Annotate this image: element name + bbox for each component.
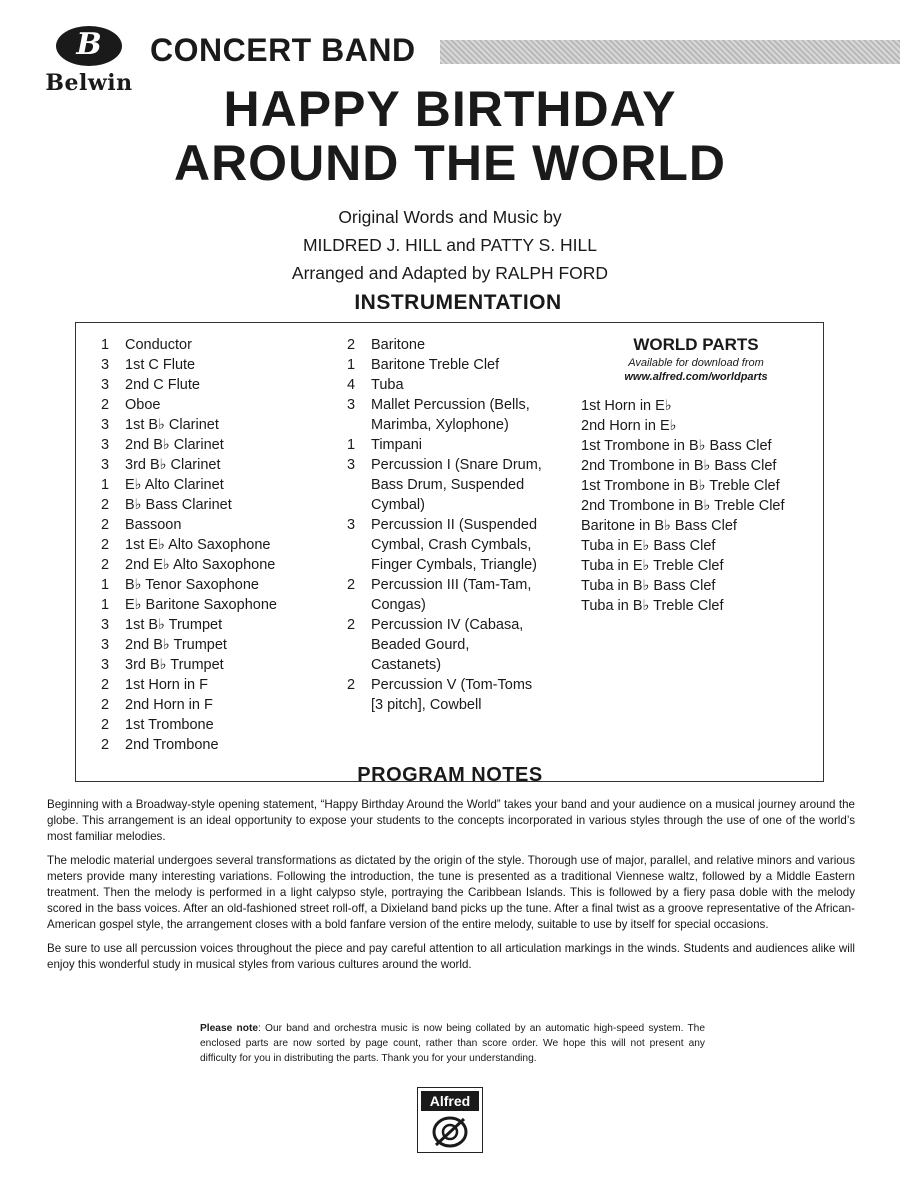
instrument-name: Percussion V (Tom-Toms xyxy=(371,677,533,693)
instrument-quantity xyxy=(347,495,371,515)
instrument-quantity xyxy=(347,475,371,495)
instrument-quantity: 3 xyxy=(101,457,110,473)
instrument-quantity: 2 xyxy=(101,497,110,513)
world-part-item: 1st Trombone in B♭ Bass Clef xyxy=(581,438,772,454)
instrument-quantity: 3 xyxy=(101,357,110,373)
instrument-row xyxy=(101,355,277,375)
instrument-quantity: 3 xyxy=(101,617,110,633)
instrument-row xyxy=(347,595,542,615)
instrument-row xyxy=(347,375,542,395)
please-note-label: Please note xyxy=(200,1023,259,1034)
instrument-name: Cymbal) xyxy=(371,497,425,513)
instrument-row xyxy=(347,435,542,455)
instrument-quantity: 3 xyxy=(101,637,110,653)
instrument-row xyxy=(101,415,277,435)
world-part-item: 1st Trombone in B♭ Treble Clef xyxy=(581,478,780,494)
world-part-item: Tuba in B♭ Bass Clef xyxy=(581,578,716,594)
instrument-quantity: 2 xyxy=(101,517,110,533)
world-parts-title: WORLD PARTS xyxy=(633,335,759,354)
instrument-quantity xyxy=(347,535,371,555)
program-notes-paragraph-2: The melodic material undergoes several transformations as dictated by the origin of the style. Thorough use of major, parallel, and relative minors and various meters provide many interesting variations. Following the introduction, the tune is presented as a traditional Viennese waltz, followed by a Middle Eastern treatment. Then the melody is performed in a light calypso style, portraying the Caribbean Islands. This is followed by a fiery pasa doble with the melody scored in the bass voices. After an old-fashioned street roll-off, a Dixieland band picks up the tune. After a final twist as a groove representative of the African-American gospel style, the arrangement closes with a bold fanfare version of the entire melody, suitable to use by itself for special occasions. xyxy=(47,854,855,931)
instrument-row xyxy=(101,635,277,655)
instrument-name: Bass Drum, Suspended xyxy=(371,477,525,493)
instrument-name: B♭ Tenor Saxophone xyxy=(125,577,259,593)
instrument-quantity: 1 xyxy=(101,597,110,613)
instrument-row xyxy=(347,675,542,695)
world-part-item: 2nd Trombone in B♭ Treble Clef xyxy=(581,498,785,514)
instrument-name: Castanets) xyxy=(371,657,442,673)
instrument-quantity: 2 xyxy=(347,577,356,593)
instrument-quantity: 3 xyxy=(347,457,356,473)
instrument-row xyxy=(101,535,277,555)
instrument-row xyxy=(101,655,277,675)
credits xyxy=(0,203,900,287)
instrument-name: 2nd Trombone xyxy=(125,737,219,753)
instrument-row xyxy=(101,515,277,535)
instrument-quantity: 3 xyxy=(101,657,110,673)
please-note-text: : Our band and orchestra music is now being collated by an automatic high-speed system. The enclosed parts are now sorted by page count, rather than score order. We hope this will not present any difficulty for you in distributing the parts. Thank you for your understanding. xyxy=(200,1023,706,1064)
instrument-row xyxy=(347,575,542,595)
instrument-name: Baritone xyxy=(371,337,426,353)
instrument-name: Percussion III (Tam-Tam, xyxy=(371,577,532,593)
instrument-row xyxy=(101,575,277,595)
series-label: CONCERT BAND xyxy=(150,32,416,68)
instrument-row xyxy=(101,475,277,495)
series-bar xyxy=(440,40,900,64)
instrument-quantity: 4 xyxy=(347,377,356,393)
instrument-name: E♭ Baritone Saxophone xyxy=(125,597,277,613)
world-part-item: 2nd Trombone in B♭ Bass Clef xyxy=(581,458,777,474)
instrument-quantity: 3 xyxy=(101,437,110,453)
instrument-row xyxy=(101,695,277,715)
instrument-row xyxy=(347,455,542,475)
world-parts xyxy=(581,335,816,616)
instrument-name: 2nd C Flute xyxy=(125,377,200,393)
program-notes xyxy=(47,797,855,981)
instrument-row xyxy=(101,435,277,455)
instrument-name: 1st Trombone xyxy=(125,717,214,733)
instrument-quantity xyxy=(347,695,371,715)
belwin-logo-letter: B xyxy=(76,27,102,62)
instrument-row xyxy=(347,335,542,355)
instrument-row xyxy=(347,395,542,415)
title-line-1: HAPPY BIRTHDAY xyxy=(223,81,677,137)
instrument-quantity: 2 xyxy=(347,617,356,633)
instrument-name: E♭ Alto Clarinet xyxy=(125,477,224,493)
instrument-name: Conductor xyxy=(125,337,192,353)
instrument-quantity: 3 xyxy=(101,417,110,433)
world-part-item: Tuba in E♭ Bass Clef xyxy=(581,538,716,554)
instrument-row xyxy=(347,415,542,435)
instrument-quantity: 1 xyxy=(347,357,356,373)
instrument-row xyxy=(347,535,542,555)
instrument-row xyxy=(101,555,277,575)
instrument-row xyxy=(101,455,277,475)
please-note xyxy=(200,1021,705,1066)
instrument-name: Oboe xyxy=(125,397,161,413)
instrument-row xyxy=(101,675,277,695)
instrument-row xyxy=(101,615,277,635)
instrument-row xyxy=(347,615,542,635)
instrument-quantity: 2 xyxy=(101,737,110,753)
instrument-quantity: 2 xyxy=(347,677,356,693)
instrument-column-2 xyxy=(347,335,542,715)
instrument-row xyxy=(347,555,542,575)
instrument-name: Mallet Percussion (Bells, xyxy=(371,397,530,413)
instrument-name: Percussion IV (Cabasa, xyxy=(371,617,524,633)
instrument-name: Marimba, Xylophone) xyxy=(371,417,509,433)
instrument-quantity xyxy=(347,555,371,575)
instrument-quantity xyxy=(347,595,371,615)
program-notes-heading: PROGRAM NOTES xyxy=(357,764,543,786)
instrument-name: Bassoon xyxy=(125,517,182,533)
world-part-item: Baritone in B♭ Bass Clef xyxy=(581,518,737,534)
instrument-quantity: 2 xyxy=(347,337,356,353)
page-title xyxy=(0,82,900,190)
world-parts-note: Available for download from xyxy=(628,357,764,369)
world-part-item: Tuba in B♭ Treble Clef xyxy=(581,598,724,614)
world-part-item: Tuba in E♭ Treble Clef xyxy=(581,558,724,574)
world-parts-list xyxy=(581,396,816,616)
instrument-quantity: 1 xyxy=(347,437,356,453)
instrument-quantity: 2 xyxy=(101,717,110,733)
instrument-name: 2nd B♭ Clarinet xyxy=(125,437,224,453)
instrument-column-1 xyxy=(101,335,277,755)
credits-line-2: MILDRED J. HILL and PATTY S. HILL xyxy=(302,235,598,255)
belwin-logo-text: Belwin xyxy=(45,70,133,96)
instrument-row xyxy=(101,715,277,735)
program-notes-paragraph-3: Be sure to use all percussion voices throughout the piece and pay careful attention to all articulation markings in the winds. Students and audiences alike will enjoy this wonderful study in musical styles from various cultures around the world. xyxy=(47,942,855,971)
instrument-name: Beaded Gourd, xyxy=(371,637,470,653)
instrument-row xyxy=(347,635,542,655)
world-part-item: 1st Horn in E♭ xyxy=(581,398,672,414)
instrument-quantity xyxy=(347,655,371,675)
instrument-name: [3 pitch], Cowbell xyxy=(371,697,482,713)
instrument-row xyxy=(347,355,542,375)
world-part-item: 2nd Horn in E♭ xyxy=(581,418,677,434)
instrument-quantity: 2 xyxy=(101,677,110,693)
instrument-name: 1st B♭ Trumpet xyxy=(125,617,223,633)
instrument-row xyxy=(101,375,277,395)
instrument-quantity: 1 xyxy=(101,577,110,593)
instrument-row xyxy=(101,395,277,415)
instrument-row xyxy=(101,335,277,355)
world-parts-url[interactable]: www.alfred.com/worldparts xyxy=(624,371,768,383)
program-notes-paragraph-1: Beginning with a Broadway-style opening statement, “Happy Birthday Around the World” takes your band and your audience on a musical journey around the globe. This arrangement is an ideal opportunity to expose your students to the concepts incorporated in various styles through the use of one of the world’s most familiar melodies. xyxy=(47,798,855,843)
instrument-name: Percussion II (Suspended xyxy=(371,517,538,533)
instrument-row xyxy=(347,655,542,675)
title-line-2: AROUND THE WORLD xyxy=(173,135,727,191)
instrument-name: 1st C Flute xyxy=(125,357,196,373)
instrument-name: B♭ Bass Clarinet xyxy=(125,497,232,513)
instrument-row xyxy=(347,495,542,515)
instrument-name: Baritone Treble Clef xyxy=(371,357,500,373)
instrumentation-box xyxy=(75,322,824,782)
instrument-quantity xyxy=(347,415,371,435)
instrument-name: Percussion I (Snare Drum, xyxy=(371,457,542,473)
credits-line-1: Original Words and Music by xyxy=(338,207,562,227)
instrument-name: 3rd B♭ Trumpet xyxy=(125,657,224,673)
alfred-logo-text: Alfred xyxy=(421,1091,479,1111)
instrument-name: 2nd E♭ Alto Saxophone xyxy=(125,557,276,573)
alfred-emblem-icon xyxy=(430,1115,470,1149)
instrument-name: 1st B♭ Clarinet xyxy=(125,417,219,433)
instrument-name: 1st E♭ Alto Saxophone xyxy=(125,537,271,553)
instrument-row xyxy=(347,695,542,715)
instrumentation-heading: INSTRUMENTATION xyxy=(354,291,562,314)
instrument-name: 2nd Horn in F xyxy=(125,697,213,713)
instrument-name: 1st Horn in F xyxy=(125,677,208,693)
alfred-logo xyxy=(417,1087,483,1153)
instrument-quantity: 2 xyxy=(101,537,110,553)
instrument-name: Tuba xyxy=(371,377,404,393)
instrument-name: Finger Cymbals, Triangle) xyxy=(371,557,537,573)
instrument-quantity: 3 xyxy=(347,397,356,413)
instrument-quantity: 2 xyxy=(101,697,110,713)
instrument-row xyxy=(101,595,277,615)
instrument-quantity: 2 xyxy=(101,557,110,573)
instrument-row xyxy=(101,735,277,755)
instrument-row xyxy=(347,515,542,535)
instrument-row xyxy=(347,475,542,495)
instrument-quantity: 2 xyxy=(101,397,110,413)
credits-line-3: Arranged and Adapted by RALPH FORD xyxy=(291,263,609,283)
instrument-name: Congas) xyxy=(371,597,426,613)
instrument-quantity xyxy=(347,635,371,655)
instrument-quantity: 3 xyxy=(101,377,110,393)
instrument-quantity: 3 xyxy=(347,517,356,533)
instrument-quantity: 1 xyxy=(101,337,110,353)
instrument-row xyxy=(101,495,277,515)
instrument-name: Cymbal, Crash Cymbals, xyxy=(371,537,532,553)
instrument-quantity: 1 xyxy=(101,477,110,493)
instrument-name: 2nd B♭ Trumpet xyxy=(125,637,227,653)
instrument-name: Timpani xyxy=(371,437,423,453)
instrument-name: 3rd B♭ Clarinet xyxy=(125,457,221,473)
